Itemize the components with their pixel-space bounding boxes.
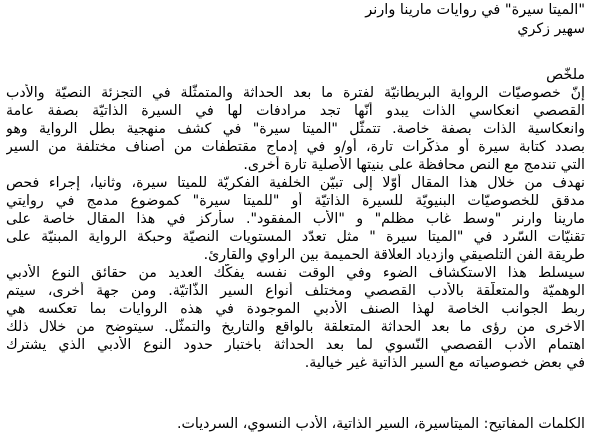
abstract-line: القصصي انعكاسي الذات يبدو أنّها تجد مرادفات لها في السيرة الذاتيّة بصفة عامة — [6, 103, 585, 119]
abstract-line: الوهميّة والمتعلّقة بالأدب القصصي ومختلف أنواع السير الذّاتيّة. ومن جهة أخرى، سيتم — [6, 283, 585, 299]
abstract-line: إنّ خصوصيّات الرواية البريطانيّة لفترة ما بعد الحداثة والمتمثّلة في التجزئة النصيّة والأدب — [6, 85, 585, 101]
abstract-line: التي تندمج مع النص محافظة على بنيتها الأصلية تارة أخرى. — [243, 157, 585, 173]
abstract-line: مارينا وارنر "وسط غاب مظلم" و "الأب المفقود". سأركز في هذا المقال خاصة على — [6, 211, 585, 227]
abstract-line: نهدف من خلال هذا المقال أوّلا إلى تبيّن الخلفية الفكريّة للميتا سيرة، وثانيا، إجراء فحص — [6, 175, 585, 191]
abstract-line: تقنيّات السّرد في "الميتا سيرة " مثل تعدّد المستويات النصيّة وحبكة الرواية المبنيّة على — [6, 229, 585, 245]
abstract-line: اهتمام الأدب القصصي النّسوي لما بعد الحداثة باختبار حدود النوع الأدبي الذي يشترك — [6, 337, 585, 353]
document-title: "الميتا سيرة" في روايات مارينا وارنر — [365, 2, 585, 18]
abstract-line: طريقة الفن التلصيقي وازدياد العلاقة الحميمة بين الراوي والقارئ. — [203, 247, 585, 263]
abstract-line: في بعض خصوصياته مع السير الذاتية غير خيالية. — [304, 355, 585, 371]
abstract-line: الاخرى من رؤى ما بعد الحداثة المتعلقة بالواقع والتاريخ والتمثّل. سيتوضح من خلال ذلك — [6, 319, 585, 335]
keywords-line: الكلمات المفاتيح: الميتاسيرة، السير الذاتية، الأدب النسوي، السرديات. — [177, 416, 585, 432]
author-name: سهير زكري — [517, 21, 585, 37]
abstract-heading: ملخّص — [546, 67, 585, 83]
abstract-line: سيسلط هذا الاستكشاف الضوء وفي الوقت نفسه يفكّك العديد من حقائق النوع الأدبي — [6, 265, 585, 281]
abstract-line: بصدد كتابة سيرة أو مذكّرات تارة، أو/و في إدماج مقتطفات من أصناف مختلفة من السير — [6, 139, 585, 155]
abstract-line: مدقق للخصوصيّات البنيويّة للسيرة الذاتيّة أو "للميتا سيرة" كموضوع مدمج في روايتي — [6, 193, 585, 209]
abstract-line: وانعكاسية الذات بصفة خاصة. تتمثّل "الميتا سيرة" في كشف منهجية بطل الرواية وهو — [6, 121, 585, 137]
abstract-line: ربط الجوانب الخاصة لهذا الصنف الأدبي الموجودة في هذه الروايات بما تعكسه هي — [6, 301, 585, 317]
